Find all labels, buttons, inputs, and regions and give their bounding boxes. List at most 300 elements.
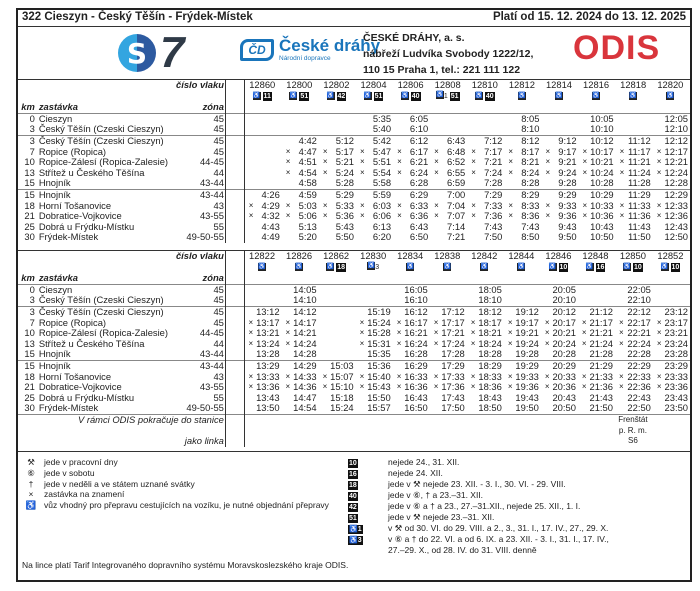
- departure-time: 9:43: [558, 220, 577, 232]
- departure-time: 22:50: [627, 402, 651, 414]
- departure-time: 11:12: [616, 135, 653, 146]
- stop-km: 7: [29, 145, 35, 157]
- departure-time: 19:29: [504, 360, 541, 371]
- request-stop-icon: ×: [434, 157, 439, 167]
- wheelchair-icon: ♿: [518, 92, 526, 99]
- restriction-code-badge: 40: [411, 93, 420, 101]
- stop-name: Český Těšín (Czeski Cieszyn): [39, 135, 176, 146]
- departure-time: × 5:36: [322, 210, 354, 222]
- departure-time: 9:29: [541, 189, 578, 200]
- departure-time: 22:10: [627, 294, 651, 306]
- departure-time: × 19:17: [507, 316, 539, 328]
- departure-time: [244, 157, 282, 168]
- restriction-code-badge: 40: [485, 93, 494, 101]
- line-number: 7: [160, 28, 185, 77]
- departure-time: 14:54: [293, 402, 317, 414]
- request-stop-icon: ×: [359, 317, 365, 327]
- departure-time: 18:05: [467, 284, 504, 295]
- stop-km: 18: [24, 199, 35, 211]
- restriction-code-badge: 51: [300, 93, 309, 101]
- departure-time: × 16:33: [396, 370, 428, 382]
- zone-header: zóna: [176, 273, 225, 284]
- request-stop-icon: ×: [285, 317, 291, 327]
- departure-time: 20:50: [552, 402, 576, 414]
- departure-time: 22:28: [627, 348, 651, 360]
- departure-time: 19:28: [515, 348, 539, 360]
- departure-time: 18:28: [478, 348, 502, 360]
- stop-km: 18: [24, 370, 35, 382]
- train-number: 12848: [582, 250, 609, 261]
- train-number: 12812: [508, 79, 535, 90]
- departure-time: [541, 113, 578, 124]
- cd-subtitle: Národní dopravce: [279, 55, 331, 62]
- departure-time: [430, 284, 467, 295]
- departure-time: 21:28: [589, 348, 613, 360]
- stop-zone: 43-55: [176, 382, 225, 393]
- departure-time: × 9:17: [545, 145, 577, 157]
- zone-header: zóna: [176, 102, 225, 113]
- departure-time: [244, 135, 282, 146]
- departure-time: × 13:33: [248, 370, 280, 382]
- continuation-info: [319, 436, 356, 447]
- departure-time: 17:12: [430, 306, 467, 317]
- departure-time: 5:13: [298, 220, 317, 232]
- departure-time: 5:12: [319, 135, 356, 146]
- train-number: 12834: [397, 250, 424, 261]
- departure-time: × 20:17: [544, 316, 576, 328]
- timetable-afternoon: [18, 251, 690, 452]
- departure-time: [244, 178, 282, 189]
- continuation-info: [578, 426, 615, 437]
- odis-logo: ODIS: [573, 29, 661, 67]
- departure-time: × 20:24: [544, 337, 576, 349]
- wheelchair-icon: ♿: [555, 92, 563, 99]
- request-stop-icon: ×: [545, 167, 551, 177]
- departure-time: 22:29: [615, 360, 653, 371]
- departure-time: × 12:24: [656, 166, 688, 178]
- departure-time: × 15:10: [322, 381, 354, 393]
- legend-code-item: 18 jede v ⚒ nejede 23. XII. - 3. I., 30. VI. - 29. VIII.: [349, 479, 566, 489]
- request-stop-icon: ×: [359, 167, 365, 177]
- departure-time: × 22:21: [618, 327, 651, 339]
- departure-time: × 7:17: [471, 145, 503, 157]
- continuation-info: p. R. m.: [618, 425, 647, 435]
- departure-time: 4:58: [298, 177, 317, 189]
- departure-time: × 10:17: [582, 145, 614, 157]
- departure-time: 20:43: [552, 391, 576, 403]
- wheelchair-icon: ♿: [592, 92, 600, 99]
- stop-km: 7: [29, 316, 35, 328]
- departure-time: [616, 124, 653, 135]
- departure-time: 8:28: [521, 177, 540, 189]
- stop-name: Frýdek-Místek: [38, 231, 99, 243]
- restriction-code-badge: ♿1: [349, 526, 362, 533]
- legend-code-item: 40 jede v ⑥, † a 23.–31. XII.: [349, 490, 484, 500]
- train-number: 12860: [249, 79, 276, 90]
- departure-time: × 19:21: [507, 327, 539, 339]
- legend-code-item: 51 jede v ⚒ nejede 23.–31. XII.: [349, 512, 495, 522]
- wheelchair-icon: ♿: [258, 263, 266, 270]
- departure-time: 16:43: [404, 391, 428, 403]
- train-number: 12844: [508, 250, 535, 261]
- request-stop-icon: ×: [396, 317, 402, 327]
- departure-time: [578, 284, 615, 295]
- stop-header: zastávka: [38, 272, 78, 284]
- stop-name: Ropice (Ropica): [38, 316, 107, 328]
- departure-time: × 17:33: [433, 370, 465, 382]
- train-number: 12806: [397, 79, 424, 90]
- request-stop-icon: ×: [656, 200, 662, 210]
- departure-time: [244, 295, 282, 306]
- wheelchair-icon: ♿: [400, 92, 409, 99]
- departure-time: × 23:24: [656, 337, 688, 349]
- restriction-code-badge: 16: [349, 471, 357, 478]
- departure-time: 16:29: [393, 360, 430, 371]
- request-stop-icon: ×: [248, 382, 254, 392]
- departure-time: × 20:36: [544, 381, 576, 393]
- wheelchair-icon: ♿: [289, 92, 298, 99]
- carrier-street: nábřeží Ludvíka Svobody 1222/12,: [363, 48, 534, 60]
- train-number: 12830: [360, 250, 387, 261]
- departure-time: × 8:17: [508, 145, 540, 157]
- continuation-info: [504, 414, 541, 425]
- departure-time: 7:14: [447, 220, 466, 232]
- departure-time: 15:03: [319, 360, 356, 371]
- request-stop-icon: ×: [359, 328, 365, 338]
- departure-time: 13:50: [256, 402, 280, 414]
- departure-time: 17:29: [430, 360, 467, 371]
- stop-zone: 44: [176, 339, 225, 350]
- restriction-code-badge: 10: [634, 264, 642, 272]
- request-stop-icon: ×: [433, 382, 439, 392]
- departure-time: × 10:33: [582, 199, 614, 211]
- request-stop-icon: ×: [285, 371, 291, 381]
- restriction-code-badge: 51: [374, 93, 383, 101]
- stop-km: 3: [29, 294, 35, 306]
- departure-time: × 23:21: [656, 327, 688, 339]
- request-stop-icon: ×: [322, 211, 328, 221]
- stop-zone: 43: [176, 201, 225, 212]
- restriction-code-badge: ♿3: [349, 537, 362, 544]
- wheelchair-icon: ♿: [548, 263, 557, 270]
- stop-name: Český Těšín (Czeski Cieszyn): [39, 306, 176, 317]
- continuation-info: [356, 414, 393, 425]
- continuation-info: [430, 426, 467, 437]
- departure-time: 12:29: [653, 189, 690, 200]
- request-stop-icon: ×: [433, 371, 439, 381]
- request-stop-icon: ×: [433, 317, 439, 327]
- carrier-name: ČESKÉ DRÁHY, a. s.: [363, 32, 465, 44]
- request-stop-icon: ×: [544, 382, 550, 392]
- departure-time: × 22:36: [618, 381, 651, 393]
- departure-time: [319, 295, 356, 306]
- departure-time: × 6:48: [434, 145, 466, 157]
- departure-time: 7:50: [484, 231, 503, 243]
- request-stop-icon: ×: [359, 382, 365, 392]
- departure-time: × 22:33: [618, 370, 651, 382]
- departure-time: × 6:52: [434, 156, 466, 168]
- continuation-info: [244, 414, 282, 425]
- continuation-info: [393, 426, 430, 437]
- restriction-code-badge: 10: [349, 460, 357, 467]
- timetable: [18, 251, 690, 447]
- train-number: 12816: [583, 79, 610, 90]
- request-stop-icon: ×: [656, 211, 662, 221]
- departure-time: × 13:36: [248, 381, 280, 393]
- departure-time: × 13:17: [248, 316, 280, 328]
- wheelchair-icon: ♿: [436, 92, 444, 99]
- request-stop-icon: ×: [507, 317, 513, 327]
- request-stop-icon: ×: [544, 328, 550, 338]
- departure-time: 6:43: [409, 220, 429, 232]
- stop-zone: 49-50-55: [176, 232, 225, 243]
- departure-time: 6:10: [409, 123, 429, 135]
- departure-time: × 6:24: [397, 166, 429, 178]
- wheelchair-icon: ♿: [326, 263, 334, 270]
- carrier-city-phone: 110 15 Praha 1, tel.: 221 111 122: [363, 64, 521, 76]
- departure-time: [319, 339, 356, 350]
- stop-name: Horní Tošanovice: [38, 199, 112, 211]
- request-stop-icon: ×: [582, 157, 588, 167]
- departure-time: 8:12: [504, 135, 541, 146]
- wheelchair-note: 3: [375, 263, 380, 271]
- request-stop-icon: ×: [545, 157, 551, 167]
- departure-time: × 12:17: [656, 145, 688, 157]
- departure-time: × 7:04: [434, 199, 466, 211]
- departure-time: 15:35: [367, 348, 391, 360]
- departure-time: 7:29: [467, 189, 504, 200]
- stop-name: Horní Tošanovice: [38, 370, 112, 382]
- departure-time: [244, 168, 282, 179]
- continuation-info: [467, 436, 504, 447]
- train-number: 12852: [657, 250, 684, 261]
- departure-time: × 19:36: [507, 381, 539, 393]
- departure-time: 8:29: [504, 189, 541, 200]
- request-stop-icon: ×: [285, 167, 291, 177]
- legend-code-item: ♿1 v ⚒ od 30. VI. do 29. VIII. a 2., 3., 31. I., 17. IV., 27., 29. X.: [349, 523, 609, 533]
- request-stop-icon: ×: [322, 371, 328, 381]
- train-number: 12822: [248, 250, 276, 261]
- departure-time: 10:43: [590, 220, 614, 232]
- stop-name: Český Těšín (Czeski Cieszyn): [38, 123, 164, 135]
- departure-time: × 17:17: [433, 316, 465, 328]
- legend-item: ⚒ jede v pracovní dny: [24, 457, 329, 468]
- departure-time: 21:12: [578, 306, 615, 317]
- request-stop-icon: ×: [397, 200, 402, 210]
- departure-time: × 5:03: [285, 199, 317, 211]
- departure-time: 19:12: [504, 306, 541, 317]
- train-number: 12842: [471, 250, 498, 261]
- wheelchair-icon: ♿: [585, 263, 594, 270]
- stop-zone: 45: [176, 113, 225, 124]
- wheelchair-icon: ♿: [295, 263, 303, 270]
- sunday-icon: †: [28, 478, 34, 489]
- request-stop-icon: ×: [322, 382, 328, 392]
- wheelchair-icon: ♿: [252, 92, 261, 99]
- departure-time: 6:13: [372, 220, 392, 232]
- stop-km: 10: [24, 327, 35, 339]
- departure-time: 9:28: [558, 177, 577, 189]
- departure-time: 13:43: [256, 391, 280, 403]
- as-line-label: jako linka: [39, 436, 226, 447]
- train-number: 12810: [471, 79, 498, 90]
- train-number: 12850: [619, 250, 646, 261]
- departure-time: × 23:17: [656, 316, 688, 328]
- request-stop-icon: ×: [433, 328, 439, 338]
- departure-time: 19:50: [515, 402, 539, 414]
- departure-time: × 11:21: [619, 156, 651, 168]
- departure-time: [244, 113, 282, 124]
- departure-time: 11:50: [627, 231, 651, 243]
- code-legend: [348, 457, 609, 556]
- request-stop-icon: ×: [507, 328, 513, 338]
- request-stop-icon: ×: [359, 338, 365, 348]
- tariff-note: Na lince platí Tarif Integrovaného dopravního systému Moravskoslezského kraje ODIS.: [22, 560, 349, 570]
- departure-time: 8:10: [521, 123, 540, 135]
- departure-time: × 15:28: [359, 327, 391, 339]
- departure-time: 5:43: [335, 220, 354, 232]
- departure-time: 4:43: [261, 220, 280, 232]
- stop-row: [18, 295, 690, 306]
- km-header: km: [21, 101, 35, 113]
- request-stop-icon: ×: [285, 382, 291, 392]
- request-stop-icon: ×: [619, 157, 625, 167]
- departure-time: × 16:17: [396, 316, 428, 328]
- continuation-info: Frenštát: [615, 414, 653, 425]
- departure-time: × 6:06: [359, 210, 392, 222]
- request-stop-icon: ×: [285, 338, 291, 348]
- logo-header: [18, 27, 690, 80]
- wheelchair-icon: ♿: [367, 263, 375, 270]
- departure-time: 10:28: [590, 177, 614, 189]
- departure-time: 16:50: [404, 402, 428, 414]
- request-stop-icon: ×: [508, 200, 514, 210]
- departure-time: 17:43: [441, 391, 465, 403]
- departure-time: 20:28: [552, 348, 576, 360]
- request-stop-icon: ×: [545, 211, 551, 221]
- departure-time: 23:43: [664, 391, 688, 403]
- departure-time: × 5:47: [359, 145, 392, 157]
- departure-time: 10:50: [590, 231, 614, 243]
- departure-time: × 6:17: [397, 145, 429, 157]
- departure-time: [319, 306, 356, 317]
- stop-name: Dobratice-Vojkovice: [38, 381, 122, 393]
- continuation-info: [541, 426, 578, 437]
- legend-item: × zastávka na znamení: [24, 489, 329, 500]
- departure-time: 4:49: [261, 231, 280, 243]
- request-stop-icon: ×: [581, 382, 587, 392]
- departure-time: × 11:24: [619, 166, 651, 178]
- departure-time: 5:28: [335, 177, 354, 189]
- departure-time: × 21:36: [581, 381, 613, 393]
- stop-km: 3: [18, 135, 39, 146]
- stop-row: [18, 178, 690, 189]
- train-number: 12804: [360, 79, 387, 90]
- stop-km: 3: [29, 123, 35, 135]
- request-stop-icon: ×: [507, 371, 513, 381]
- departure-time: 7:43: [484, 220, 503, 232]
- request-stop-icon: ×: [471, 146, 476, 156]
- stop-zone: 45: [176, 135, 225, 146]
- stop-zone: 45: [176, 306, 225, 317]
- departure-time: 21:50: [589, 402, 613, 414]
- departure-time: × 12:21: [656, 156, 688, 168]
- request-stop-icon: ×: [470, 338, 476, 348]
- departure-time: × 5:17: [322, 145, 354, 157]
- departure-time: 20:10: [552, 294, 576, 306]
- request-stop-icon: ×: [322, 157, 328, 167]
- departure-time: × 12:33: [656, 199, 688, 211]
- request-stop-icon: ×: [248, 211, 254, 221]
- request-stop-icon: ×: [359, 146, 365, 156]
- restriction-code-badge: 11: [263, 93, 271, 101]
- departure-time: × 18:33: [470, 370, 502, 382]
- request-stop-icon: ×: [507, 338, 513, 348]
- continuation-info: [244, 436, 282, 447]
- request-stop-icon: ×: [433, 338, 439, 348]
- departure-time: [244, 124, 282, 135]
- symbol-legend: [24, 457, 329, 511]
- departure-time: [244, 284, 282, 295]
- departure-time: × 13:21: [248, 327, 280, 339]
- stop-name: Dobrá u Frýdku-Místku: [38, 391, 135, 403]
- restriction-code-badge: 40: [349, 493, 357, 500]
- departure-time: 21:43: [589, 391, 613, 403]
- stop-zone: 43-44: [176, 349, 225, 360]
- stop-zone: 55: [176, 393, 225, 404]
- wheelchair-icon: ♿: [326, 92, 335, 99]
- stop-zone: 49-50-55: [176, 403, 225, 414]
- request-stop-icon: ×: [470, 382, 476, 392]
- train-number-label: číslo vlaku: [176, 79, 224, 90]
- request-stop-icon: ×: [285, 146, 291, 156]
- departure-time: × 11:17: [619, 145, 651, 157]
- continuation-info: [430, 414, 467, 425]
- departure-time: × 11:36: [619, 210, 651, 222]
- continues-label: V rámci ODIS pokračuje do stanice: [39, 414, 226, 425]
- request-stop-icon: ×: [28, 489, 34, 500]
- request-stop-icon: ×: [248, 317, 254, 327]
- request-stop-icon: ×: [618, 371, 624, 381]
- departure-time: × 5:06: [285, 210, 317, 222]
- departure-time: 14:12: [282, 306, 319, 317]
- stop-zone: 44: [176, 168, 225, 179]
- request-stop-icon: ×: [582, 200, 588, 210]
- departure-time: 16:05: [393, 284, 430, 295]
- departure-time: 21:29: [578, 360, 615, 371]
- restriction-code-badge: 51: [450, 92, 459, 100]
- wheelchair-icon: ♿: [629, 92, 637, 99]
- departure-time: [653, 284, 690, 295]
- departure-time: 5:59: [356, 189, 393, 200]
- departure-time: × 16:21: [396, 327, 428, 339]
- request-stop-icon: ×: [656, 167, 662, 177]
- request-stop-icon: ×: [322, 167, 328, 177]
- train-number: 12808: [434, 79, 461, 90]
- departure-time: × 15:07: [322, 370, 354, 382]
- departure-time: 10:05: [579, 113, 616, 124]
- s-logo-icon: S: [118, 34, 156, 72]
- request-stop-icon: ×: [508, 157, 514, 167]
- wheelchair-note: 1: [443, 92, 448, 100]
- departure-time: [282, 124, 319, 135]
- request-stop-icon: ×: [397, 146, 402, 156]
- departure-time: × 18:21: [470, 327, 502, 339]
- request-stop-icon: ×: [619, 211, 625, 221]
- departure-time: [430, 113, 467, 124]
- departure-time: × 15:24: [359, 316, 391, 328]
- continuation-info: [430, 436, 467, 447]
